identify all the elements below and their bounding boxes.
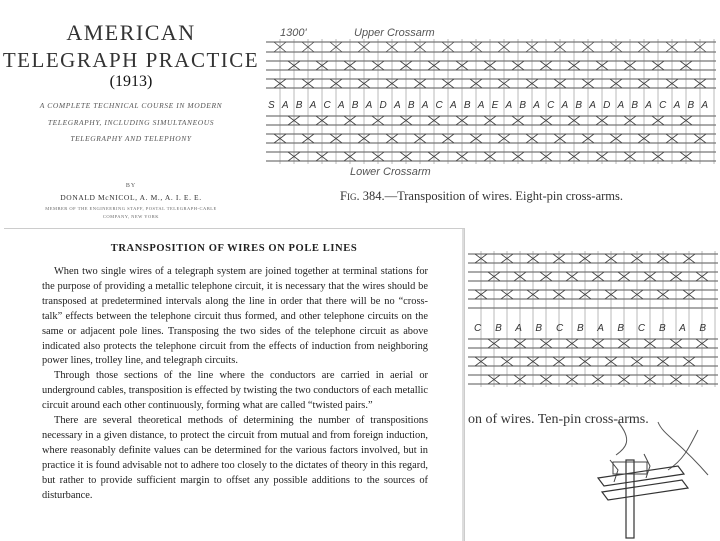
page-body xyxy=(42,265,428,504)
transposition-letters: S A B A C A B A D A B A C A B A E A B A C A B A D A B A C A B A xyxy=(268,100,708,111)
lower-crossarm-label: Lower Crossarm xyxy=(350,166,431,178)
insulators xyxy=(610,454,650,482)
publication-year: (1913) xyxy=(109,73,153,90)
eight-pin-transposition-diagram xyxy=(262,22,720,182)
subtitle-line-3: TELEGRAPHY AND TELEPHONY xyxy=(70,134,192,143)
crossarm-2 xyxy=(602,480,688,500)
book-title-line-1: AMERICAN xyxy=(66,20,196,45)
paragraph-1: When two single wires of a telegraph system are joined together at terminal stations for the purpose of providing a metallic telephone circuit, it is necessary that the wires should be transposed at predetermined intervals along the line in order that there will be no “cross-talk” effects between the telephone circuit thus formed, and other telephone circuits on the same or adjacent pole lines. Transposing the two sides of the telephone circuit as above indicated also protects the telephone circuit from the effects of induction from neighboring power lines, trolley line, and telegraph circuits. xyxy=(42,266,428,367)
subtitle-line-1: A COMPLETE TECHNICAL COURSE IN MODERN xyxy=(39,101,223,110)
distance-label: 1300' xyxy=(280,27,307,39)
paragraph-3: There are several theoretical methods of determining the number of transpositions necessary in a given distance, to protect the circuit from mutual and from foreign induction, where reasonably definite values can be determined for the various factors involved, but in practice it is found advisable not to adhere too closely to the dictates of theory in this regard, but rather to provide sufficient margin to offset any possible additions to the sources of disturbance. xyxy=(42,415,428,501)
crossarm-1 xyxy=(598,466,684,486)
wire-curve-2 xyxy=(658,422,708,475)
wire-curve-1 xyxy=(616,422,627,455)
text-page xyxy=(4,228,465,541)
page-heading: TRANSPOSITION OF WIRES ON POLE LINES xyxy=(110,243,358,254)
figure-caption-text: —Transposition of wires. Eight-pin cross-arms. xyxy=(384,189,623,203)
figure-number: Fig. 384. xyxy=(340,189,385,203)
pole xyxy=(626,460,634,538)
title-page xyxy=(0,0,262,225)
pole-crossarm-sketch xyxy=(588,420,720,540)
author-name: DONALD McNICOL, A. M., A. I. E. E. xyxy=(60,193,202,202)
transposition-letters: C B A B C B A B C B A B xyxy=(474,323,706,334)
subtitle-line-2: TELEGRAPHY, INCLUDING SIMULTANEOUS xyxy=(47,118,215,127)
bracket xyxy=(613,462,647,474)
author-affiliation-line-2: COMPANY, NEW YORK xyxy=(102,214,160,219)
wire-curve-3 xyxy=(668,430,698,470)
by-label: BY xyxy=(125,183,137,189)
ten-pin-transposition-diagram xyxy=(466,244,720,394)
book-title-line-2: TELEGRAPH PRACTICE xyxy=(2,48,260,72)
author-affiliation-line-1: MEMBER OF THE ENGINEERING STAFF, POSTAL TELEGRAPH-CABLE xyxy=(45,206,217,211)
upper-crossarm-label: Upper Crossarm xyxy=(354,27,435,39)
paragraph-2: Through those sections of the line where the conductors are carried in aerial or underground cables, transposition is effected by twisting the two conductors of each metallic circuit around each other continuously, forming what are called “twisted pairs.” xyxy=(42,370,428,412)
ten-pin-caption: on of wires. Ten-pin cross-arms. xyxy=(468,412,649,427)
transposition-ticks xyxy=(475,251,715,387)
figure-384-caption xyxy=(340,189,623,204)
